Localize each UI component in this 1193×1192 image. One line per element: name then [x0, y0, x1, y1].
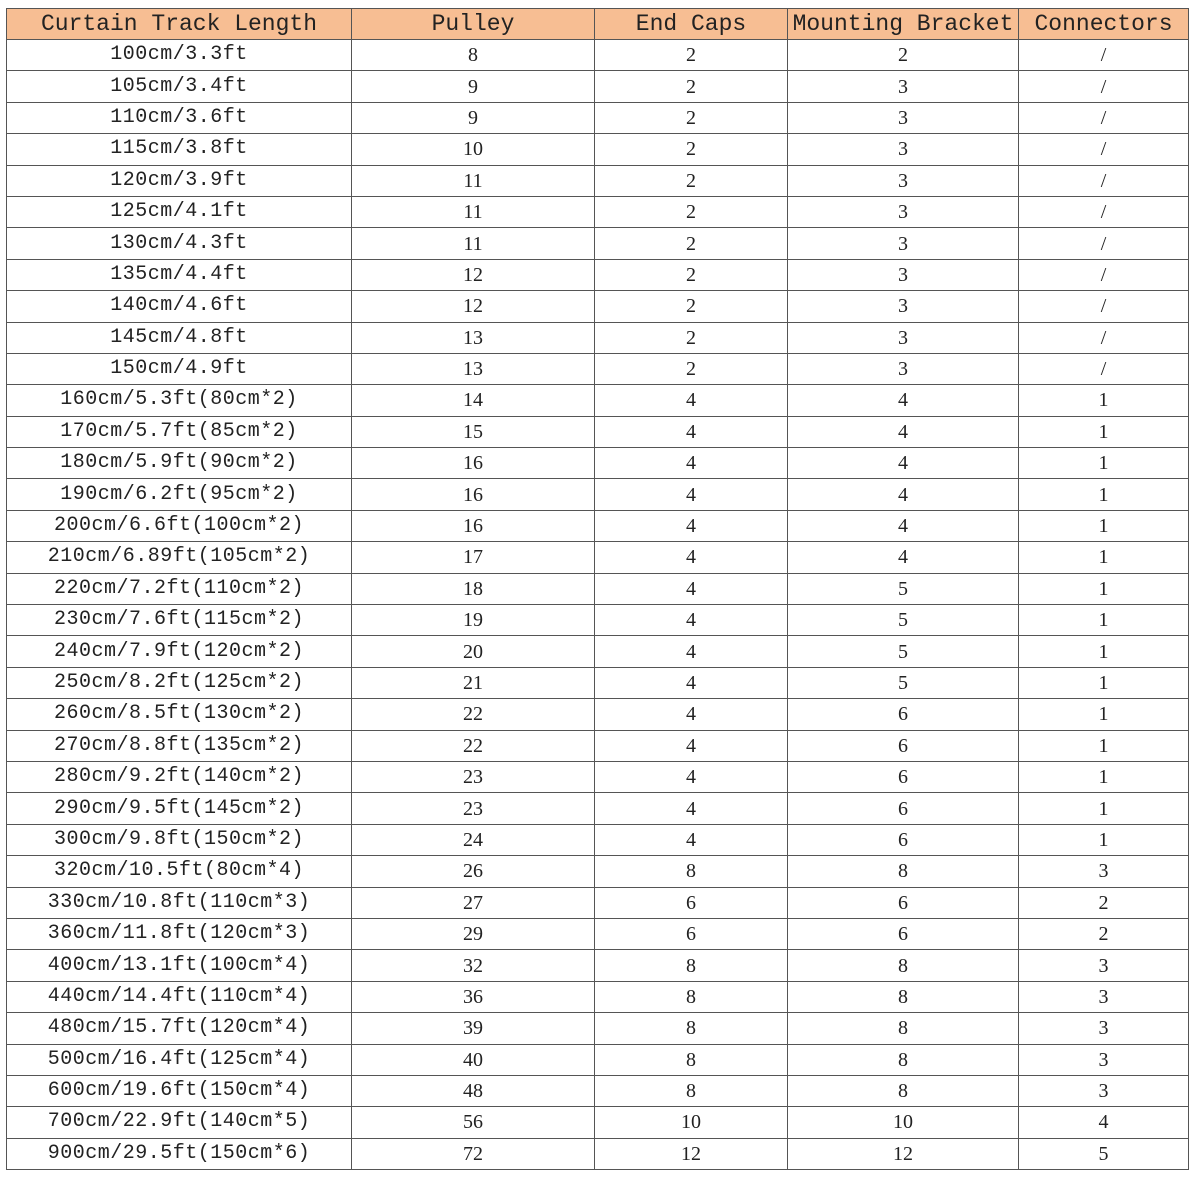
table-row [7, 887, 1189, 918]
cell-mounting-bracket: 8 [788, 1044, 1019, 1075]
cell-track-length: 130cm/4.3ft [7, 228, 352, 259]
cell-connectors: 2 [1019, 918, 1189, 949]
table-row [7, 102, 1189, 133]
cell-mounting-bracket: 10 [788, 1107, 1019, 1138]
cell-pulley: 21 [352, 667, 595, 698]
cell-mounting-bracket: 8 [788, 856, 1019, 887]
cell-mounting-bracket: 3 [788, 196, 1019, 227]
cell-connectors: / [1019, 353, 1189, 384]
cell-connectors: 3 [1019, 981, 1189, 1012]
spec-table-container [6, 8, 1188, 1170]
cell-end-caps: 8 [595, 1044, 788, 1075]
cell-connectors: 4 [1019, 1107, 1189, 1138]
cell-track-length: 220cm/7.2ft(110cm*2) [7, 573, 352, 604]
cell-end-caps: 4 [595, 573, 788, 604]
cell-connectors: 1 [1019, 479, 1189, 510]
cell-pulley: 9 [352, 102, 595, 133]
cell-pulley: 11 [352, 228, 595, 259]
table-row [7, 40, 1189, 71]
cell-end-caps: 4 [595, 793, 788, 824]
cell-connectors: / [1019, 291, 1189, 322]
cell-pulley: 32 [352, 950, 595, 981]
cell-pulley: 29 [352, 918, 595, 949]
cell-connectors: 1 [1019, 385, 1189, 416]
table-row [7, 1013, 1189, 1044]
cell-connectors: / [1019, 322, 1189, 353]
cell-end-caps: 12 [595, 1138, 788, 1169]
cell-connectors: 1 [1019, 699, 1189, 730]
table-row [7, 1044, 1189, 1075]
cell-connectors: 5 [1019, 1138, 1189, 1169]
cell-track-length: 480cm/15.7ft(120cm*4) [7, 1013, 352, 1044]
cell-end-caps: 2 [595, 228, 788, 259]
table-row [7, 573, 1189, 604]
table-row [7, 510, 1189, 541]
cell-connectors: / [1019, 134, 1189, 165]
cell-connectors: 3 [1019, 1013, 1189, 1044]
cell-mounting-bracket: 4 [788, 542, 1019, 573]
cell-mounting-bracket: 3 [788, 353, 1019, 384]
cell-end-caps: 4 [595, 448, 788, 479]
cell-end-caps: 2 [595, 322, 788, 353]
cell-pulley: 10 [352, 134, 595, 165]
cell-mounting-bracket: 3 [788, 165, 1019, 196]
header-row [7, 9, 1189, 40]
cell-track-length: 330cm/10.8ft(110cm*3) [7, 887, 352, 918]
cell-track-length: 105cm/3.4ft [7, 71, 352, 102]
cell-mounting-bracket: 6 [788, 918, 1019, 949]
cell-end-caps: 4 [595, 730, 788, 761]
cell-end-caps: 4 [595, 824, 788, 855]
cell-track-length: 150cm/4.9ft [7, 353, 352, 384]
cell-pulley: 23 [352, 761, 595, 792]
table-row [7, 856, 1189, 887]
cell-track-length: 300cm/9.8ft(150cm*2) [7, 824, 352, 855]
table-body [7, 40, 1189, 1170]
cell-end-caps: 8 [595, 981, 788, 1012]
cell-track-length: 400cm/13.1ft(100cm*4) [7, 950, 352, 981]
cell-mounting-bracket: 5 [788, 667, 1019, 698]
cell-track-length: 190cm/6.2ft(95cm*2) [7, 479, 352, 510]
cell-pulley: 48 [352, 1075, 595, 1106]
table-row [7, 322, 1189, 353]
cell-end-caps: 4 [595, 385, 788, 416]
cell-track-length: 115cm/3.8ft [7, 134, 352, 165]
table-row [7, 71, 1189, 102]
cell-connectors: 1 [1019, 510, 1189, 541]
cell-mounting-bracket: 3 [788, 291, 1019, 322]
cell-mounting-bracket: 5 [788, 573, 1019, 604]
cell-end-caps: 10 [595, 1107, 788, 1138]
cell-pulley: 12 [352, 291, 595, 322]
cell-mounting-bracket: 3 [788, 71, 1019, 102]
table-row [7, 761, 1189, 792]
cell-pulley: 12 [352, 259, 595, 290]
cell-track-length: 900cm/29.5ft(150cm*6) [7, 1138, 352, 1169]
cell-pulley: 23 [352, 793, 595, 824]
cell-track-length: 120cm/3.9ft [7, 165, 352, 196]
cell-mounting-bracket: 8 [788, 981, 1019, 1012]
cell-mounting-bracket: 12 [788, 1138, 1019, 1169]
cell-connectors: 1 [1019, 667, 1189, 698]
cell-track-length: 180cm/5.9ft(90cm*2) [7, 448, 352, 479]
table-row [7, 699, 1189, 730]
cell-pulley: 13 [352, 322, 595, 353]
cell-end-caps: 4 [595, 636, 788, 667]
cell-connectors: 1 [1019, 636, 1189, 667]
header-end-caps: End Caps [595, 9, 788, 40]
cell-pulley: 26 [352, 856, 595, 887]
cell-pulley: 36 [352, 981, 595, 1012]
cell-mounting-bracket: 4 [788, 385, 1019, 416]
cell-end-caps: 2 [595, 353, 788, 384]
table-row [7, 730, 1189, 761]
cell-connectors: 3 [1019, 856, 1189, 887]
cell-end-caps: 2 [595, 134, 788, 165]
cell-pulley: 8 [352, 40, 595, 71]
table-row [7, 542, 1189, 573]
cell-mounting-bracket: 3 [788, 228, 1019, 259]
cell-end-caps: 8 [595, 950, 788, 981]
cell-connectors: / [1019, 165, 1189, 196]
cell-pulley: 27 [352, 887, 595, 918]
cell-mounting-bracket: 5 [788, 605, 1019, 636]
table-row [7, 479, 1189, 510]
cell-end-caps: 2 [595, 165, 788, 196]
table-row [7, 981, 1189, 1012]
cell-pulley: 22 [352, 730, 595, 761]
cell-connectors: / [1019, 259, 1189, 290]
cell-track-length: 110cm/3.6ft [7, 102, 352, 133]
cell-mounting-bracket: 6 [788, 699, 1019, 730]
cell-mounting-bracket: 4 [788, 510, 1019, 541]
cell-pulley: 9 [352, 71, 595, 102]
table-header [7, 9, 1189, 40]
cell-mounting-bracket: 6 [788, 793, 1019, 824]
cell-pulley: 18 [352, 573, 595, 604]
cell-end-caps: 4 [595, 510, 788, 541]
cell-pulley: 19 [352, 605, 595, 636]
cell-pulley: 11 [352, 196, 595, 227]
cell-end-caps: 2 [595, 71, 788, 102]
table-row [7, 824, 1189, 855]
table-row [7, 793, 1189, 824]
cell-connectors: / [1019, 40, 1189, 71]
cell-pulley: 56 [352, 1107, 595, 1138]
cell-track-length: 160cm/5.3ft(80cm*2) [7, 385, 352, 416]
cell-mounting-bracket: 3 [788, 322, 1019, 353]
cell-track-length: 260cm/8.5ft(130cm*2) [7, 699, 352, 730]
cell-end-caps: 4 [595, 542, 788, 573]
header-pulley: Pulley [352, 9, 595, 40]
cell-pulley: 14 [352, 385, 595, 416]
cell-end-caps: 2 [595, 291, 788, 322]
cell-track-length: 250cm/8.2ft(125cm*2) [7, 667, 352, 698]
cell-mounting-bracket: 4 [788, 416, 1019, 447]
cell-mounting-bracket: 3 [788, 134, 1019, 165]
cell-connectors: 1 [1019, 824, 1189, 855]
cell-end-caps: 4 [595, 667, 788, 698]
cell-end-caps: 6 [595, 887, 788, 918]
cell-end-caps: 4 [595, 605, 788, 636]
cell-pulley: 20 [352, 636, 595, 667]
cell-connectors: / [1019, 196, 1189, 227]
cell-connectors: 2 [1019, 887, 1189, 918]
table-row [7, 165, 1189, 196]
cell-mounting-bracket: 8 [788, 1075, 1019, 1106]
cell-end-caps: 2 [595, 196, 788, 227]
cell-mounting-bracket: 5 [788, 636, 1019, 667]
cell-track-length: 240cm/7.9ft(120cm*2) [7, 636, 352, 667]
cell-mounting-bracket: 6 [788, 761, 1019, 792]
cell-connectors: 3 [1019, 1075, 1189, 1106]
cell-track-length: 135cm/4.4ft [7, 259, 352, 290]
cell-end-caps: 8 [595, 1075, 788, 1106]
cell-track-length: 360cm/11.8ft(120cm*3) [7, 918, 352, 949]
cell-end-caps: 4 [595, 479, 788, 510]
table-row [7, 918, 1189, 949]
cell-mounting-bracket: 4 [788, 479, 1019, 510]
cell-track-length: 290cm/9.5ft(145cm*2) [7, 793, 352, 824]
cell-connectors: 1 [1019, 605, 1189, 636]
cell-track-length: 100cm/3.3ft [7, 40, 352, 71]
cell-track-length: 125cm/4.1ft [7, 196, 352, 227]
table-row [7, 605, 1189, 636]
cell-connectors: 1 [1019, 761, 1189, 792]
table-row [7, 353, 1189, 384]
cell-track-length: 700cm/22.9ft(140cm*5) [7, 1107, 352, 1138]
cell-pulley: 15 [352, 416, 595, 447]
table-row [7, 416, 1189, 447]
table-row [7, 228, 1189, 259]
cell-pulley: 22 [352, 699, 595, 730]
table-row [7, 667, 1189, 698]
table-row [7, 385, 1189, 416]
header-connectors: Connectors [1019, 9, 1189, 40]
table-row [7, 448, 1189, 479]
cell-pulley: 16 [352, 510, 595, 541]
cell-connectors: / [1019, 102, 1189, 133]
cell-connectors: / [1019, 71, 1189, 102]
table-row [7, 259, 1189, 290]
cell-pulley: 39 [352, 1013, 595, 1044]
cell-track-length: 320cm/10.5ft(80cm*4) [7, 856, 352, 887]
cell-track-length: 270cm/8.8ft(135cm*2) [7, 730, 352, 761]
cell-end-caps: 2 [595, 102, 788, 133]
cell-mounting-bracket: 2 [788, 40, 1019, 71]
cell-connectors: 1 [1019, 448, 1189, 479]
cell-mounting-bracket: 3 [788, 102, 1019, 133]
cell-track-length: 210cm/6.89ft(105cm*2) [7, 542, 352, 573]
cell-track-length: 600cm/19.6ft(150cm*4) [7, 1075, 352, 1106]
cell-connectors: 1 [1019, 730, 1189, 761]
cell-mounting-bracket: 6 [788, 887, 1019, 918]
cell-connectors: / [1019, 228, 1189, 259]
cell-pulley: 16 [352, 479, 595, 510]
cell-track-length: 140cm/4.6ft [7, 291, 352, 322]
cell-end-caps: 6 [595, 918, 788, 949]
header-curtain-track-length: Curtain Track Length [7, 9, 352, 40]
table-row [7, 1107, 1189, 1138]
cell-pulley: 24 [352, 824, 595, 855]
table-row [7, 1075, 1189, 1106]
cell-end-caps: 2 [595, 40, 788, 71]
cell-track-length: 280cm/9.2ft(140cm*2) [7, 761, 352, 792]
cell-track-length: 145cm/4.8ft [7, 322, 352, 353]
cell-track-length: 200cm/6.6ft(100cm*2) [7, 510, 352, 541]
cell-end-caps: 4 [595, 761, 788, 792]
cell-mounting-bracket: 6 [788, 824, 1019, 855]
table-row [7, 636, 1189, 667]
cell-mounting-bracket: 3 [788, 259, 1019, 290]
cell-pulley: 40 [352, 1044, 595, 1075]
table-row [7, 1138, 1189, 1169]
cell-connectors: 1 [1019, 573, 1189, 604]
cell-end-caps: 8 [595, 856, 788, 887]
cell-track-length: 440cm/14.4ft(110cm*4) [7, 981, 352, 1012]
cell-connectors: 1 [1019, 416, 1189, 447]
cell-mounting-bracket: 8 [788, 1013, 1019, 1044]
cell-mounting-bracket: 4 [788, 448, 1019, 479]
cell-mounting-bracket: 8 [788, 950, 1019, 981]
cell-end-caps: 8 [595, 1013, 788, 1044]
cell-mounting-bracket: 6 [788, 730, 1019, 761]
header-mounting-bracket: Mounting Bracket [788, 9, 1019, 40]
cell-track-length: 500cm/16.4ft(125cm*4) [7, 1044, 352, 1075]
curtain-track-spec-table [6, 8, 1189, 1170]
cell-pulley: 11 [352, 165, 595, 196]
table-row [7, 134, 1189, 165]
table-row [7, 291, 1189, 322]
cell-pulley: 72 [352, 1138, 595, 1169]
cell-connectors: 1 [1019, 793, 1189, 824]
cell-connectors: 1 [1019, 542, 1189, 573]
cell-pulley: 17 [352, 542, 595, 573]
cell-end-caps: 4 [595, 699, 788, 730]
table-row [7, 196, 1189, 227]
cell-end-caps: 4 [595, 416, 788, 447]
cell-track-length: 230cm/7.6ft(115cm*2) [7, 605, 352, 636]
cell-pulley: 13 [352, 353, 595, 384]
cell-connectors: 3 [1019, 1044, 1189, 1075]
cell-end-caps: 2 [595, 259, 788, 290]
cell-track-length: 170cm/5.7ft(85cm*2) [7, 416, 352, 447]
cell-connectors: 3 [1019, 950, 1189, 981]
cell-pulley: 16 [352, 448, 595, 479]
table-row [7, 950, 1189, 981]
